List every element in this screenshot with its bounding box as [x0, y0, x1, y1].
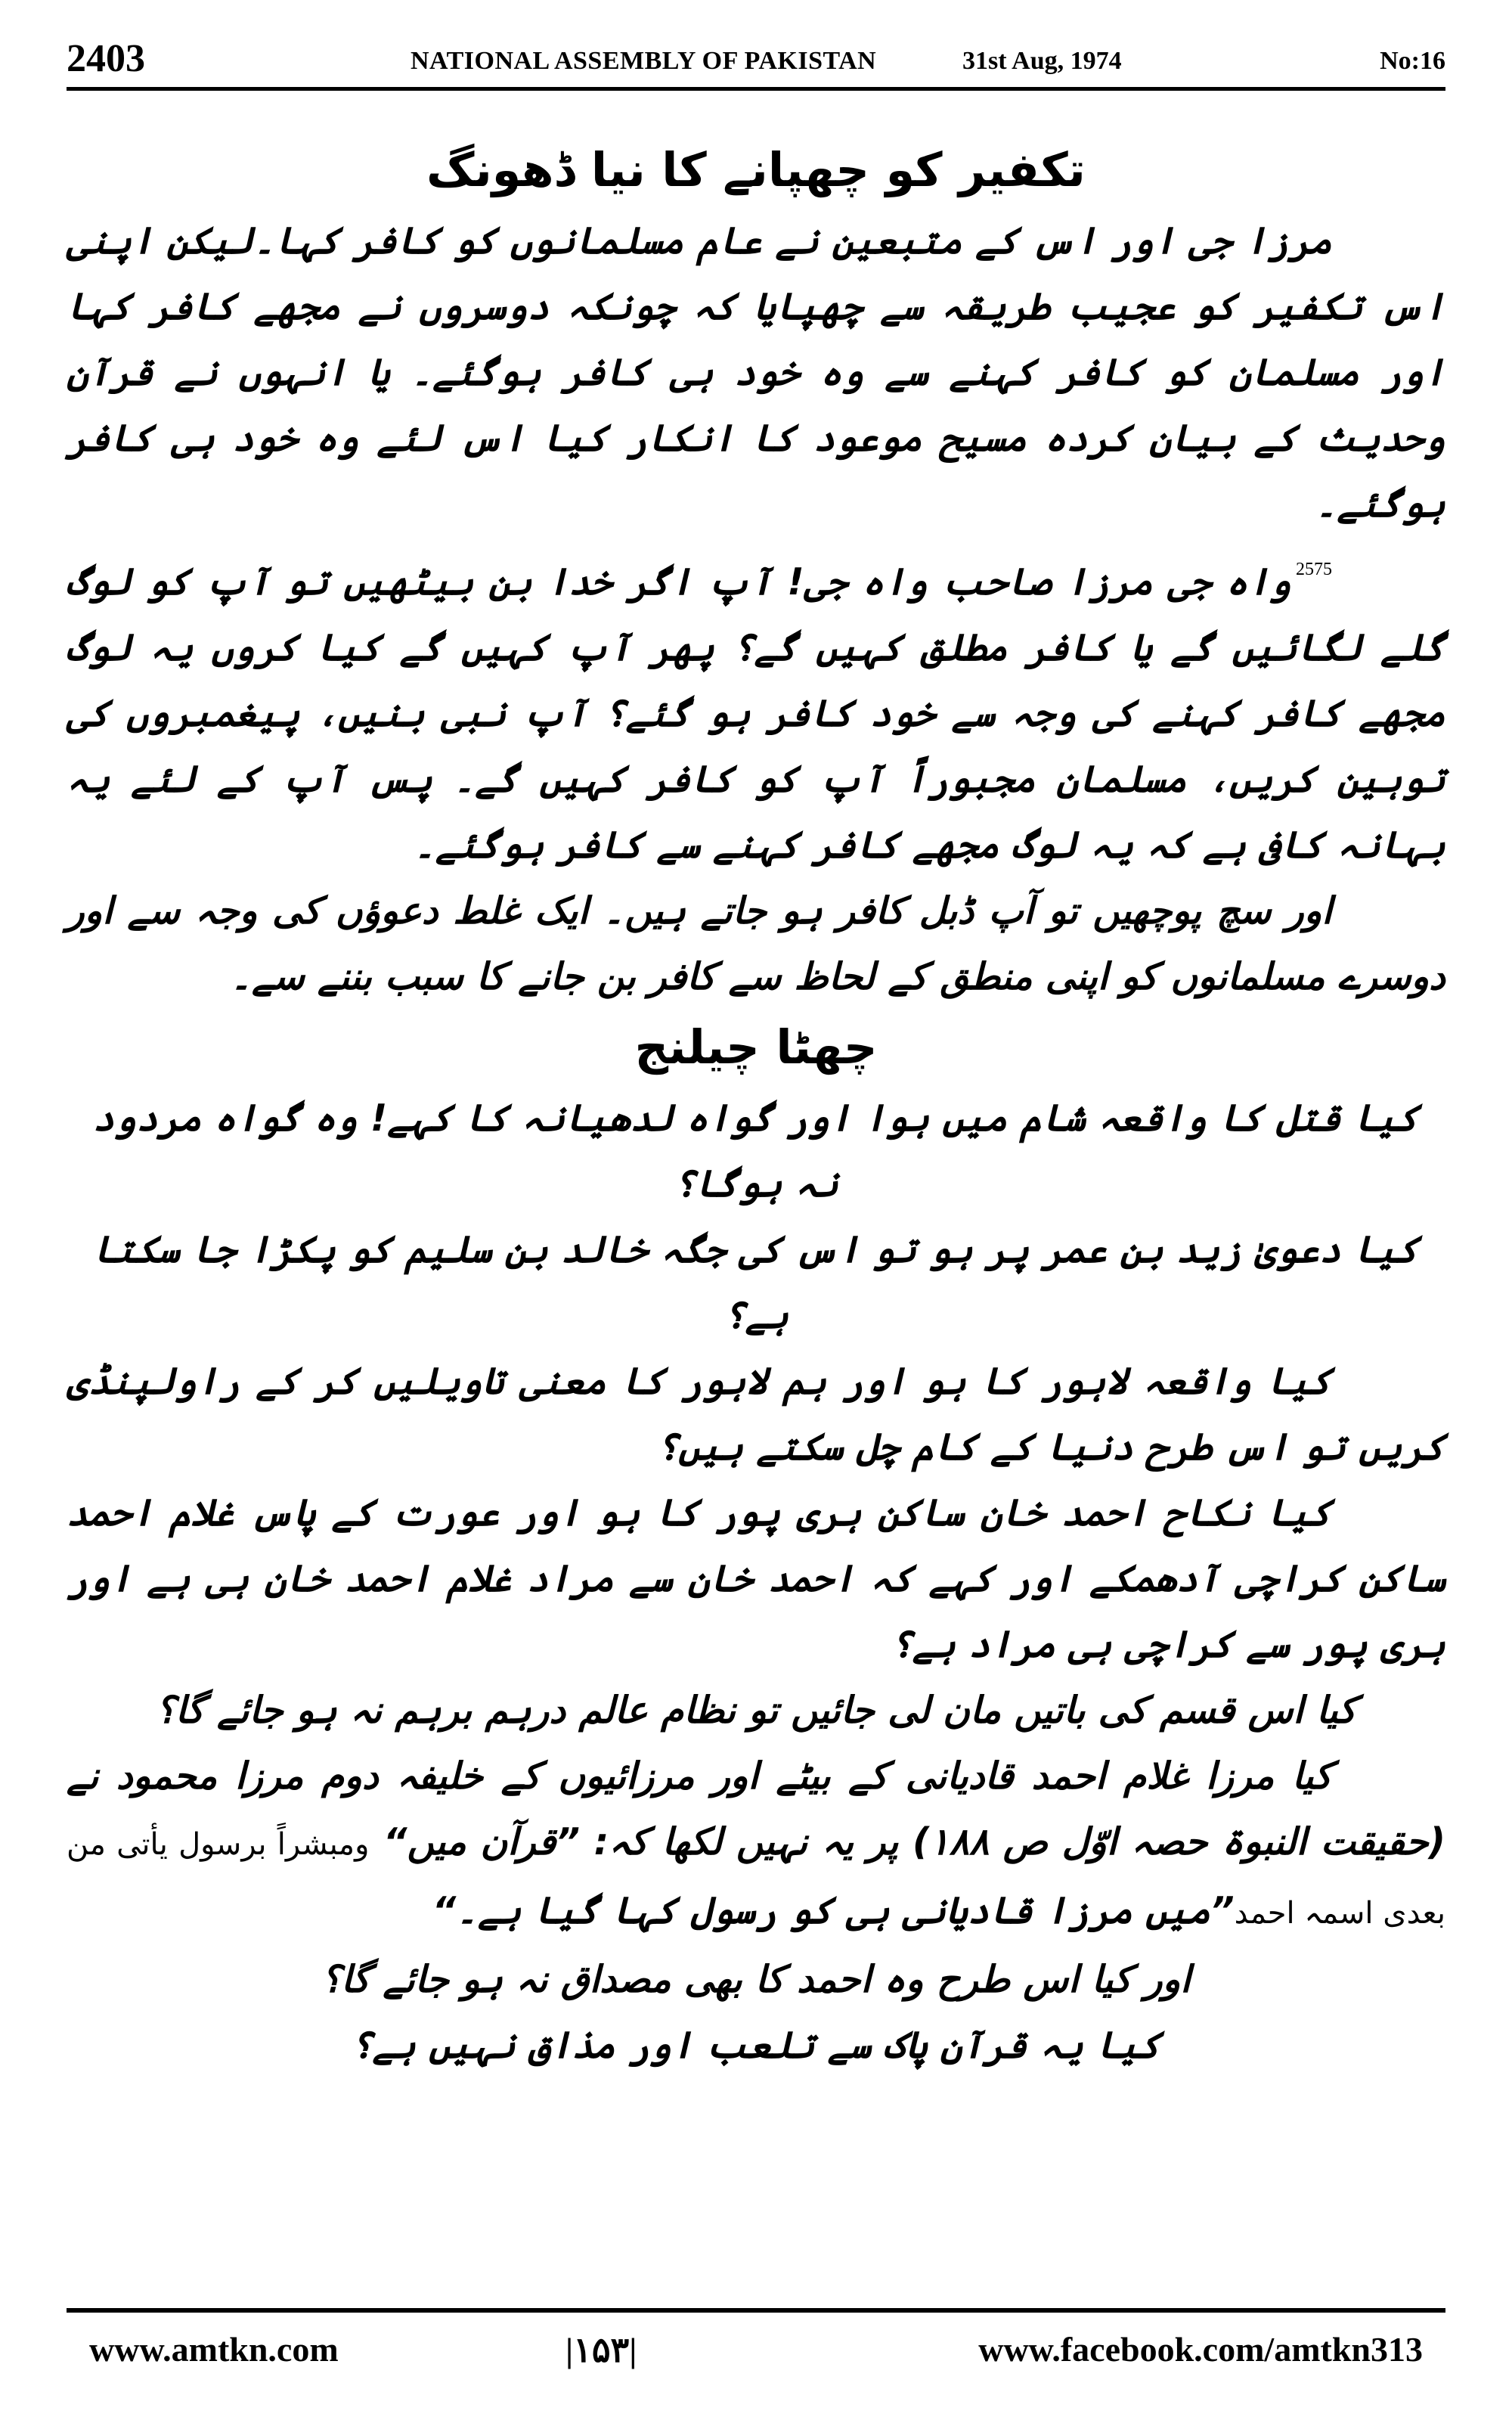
question-7: اور کیا اس طرح وہ احمد کا بھی مصداق نہ ہو جائے گا؟	[321, 1958, 1191, 2001]
page-number: 2403	[67, 37, 145, 80]
question-2: کیا دعویٰ زید بن عمر پر ہو تو اس کی جگہ خالد بن سلیم کو پکڑا جا سکتا ہے؟	[92, 1228, 1420, 1337]
page-footer	[67, 2329, 1445, 2382]
quranic-quote: ومبشراً برسول یأتی من بعدی اسمہ احمد	[67, 1827, 1445, 1931]
footnote-marker: 2575	[1296, 560, 1332, 579]
question-3: کیا واقعہ لاہور کا ہو اور ہم لاہور کا معنی تاویلیں کر کے راولپنڈی کریں تو اس طرح دنیا کے کام چل سکتے ہیں؟	[67, 1360, 1445, 1469]
challenge-heading: چھٹا چیلنج	[634, 1019, 878, 1075]
page-header	[67, 36, 1445, 82]
session-date: 31st Aug, 1974	[962, 47, 1122, 75]
footer-divider	[67, 2308, 1445, 2313]
question-6-start: کیا مرزا غلام احمد قادیانی کے بیٹے اور مرزائیوں کے خلیفہ دوم مرزا محمود نے (حقیقت النبوۃ حصہ اوّل ص ۱۸۸) پر یہ نہیں لکھا کہ: ”قرآن میں“	[67, 1754, 1446, 1863]
facebook-link[interactable]: www.facebook.com/amtkn313	[978, 2330, 1423, 2369]
paragraph-2	[67, 537, 1445, 878]
question-6-end: ”میں مرزا قادیانی ہی کو رسول کہا گیا ہے۔“	[432, 1889, 1235, 1932]
paragraph-1: مرزا جی اور اس کے متبعین نے عام مسلمانوں کو کافر کہا۔لیکن اپنی اس تکفیر کو عجیب طریقہ سے چھپایا کہ چونکہ دوسروں نے مجھے کافر کہا اور مسلمان کو کافر کہنے سے وہ خود ہی کافر ہوگئے۔ یا انہوں نے قرآن وحدیث کے بیان کردہ مسیح موعود کا انکار کیا اس لئے وہ خود ہی کافر ہوگئے۔	[67, 219, 1445, 526]
header-divider	[67, 87, 1445, 91]
section-heading: تکفیر کو چھپانے کا نیا ڈھونگ	[426, 142, 1086, 197]
website-link[interactable]: www.amtkn.com	[89, 2330, 339, 2369]
assembly-title: NATIONAL ASSEMBLY OF PAKISTAN	[411, 47, 877, 75]
question-1: کیا قتل کا واقعہ شام میں ہوا اور گواہ لدھیانہ کا کہے! وہ گواہ مردود نہ ہوگا؟	[92, 1097, 1420, 1205]
question-6	[67, 1743, 1445, 1947]
question-4: کیا نکاح احمد خان ساکن ہری پور کا ہو اور عورت کے پاس غلام احمد ساکن کراچی آدھمکے اور کہے کہ احمد خان سے مراد غلام احمد خان ہی ہے اور ہری پور سے کراچی ہی مراد ہے؟	[67, 1491, 1445, 1666]
issue-number: No:16	[1380, 47, 1445, 75]
question-8: کیا یہ قرآن پاک سے تلعب اور مذاق نہیں ہے؟	[350, 2024, 1162, 2067]
paragraph-2-text: واہ جی مرزا صاحب واہ جی! آپ اگر خدا بن بیٹھیں تو آپ کو لوگ گلے لگائیں گے یا کافر مطلق کہیں گے؟ پھر آپ کہیں گے کیا کروں یہ لوگ مجھے کافر کہنے کی وجہ سے خود کافر ہو گئے؟ آپ نبی بنیں، پیغمبروں کی توہین کریں، مسلمان مجبوراً آپ کو کافر کہیں گے۔ پس آپ کے لئے یہ بہانہ کافی ہے کہ یہ لوگ مجھے کافر کہنے سے کافر ہوگئے۔	[67, 560, 1445, 867]
question-5: کیا اس قسم کی باتیں مان لی جائیں تو نظام عالم درہم برہم نہ ہو جائے گا؟	[155, 1689, 1357, 1732]
paragraph-3: اور سچ پوچھیں تو آپ ڈبل کافر ہو جاتے ہیں۔ ایک غلط دعوؤں کی وجہ سے اور دوسرے مسلمانوں کو اپنی منطق کے لحاظ سے کافر بن جانے کا سبب بننے سے۔	[67, 889, 1445, 998]
page-body	[67, 132, 1445, 2078]
footer-page-number: |۱۵۳|	[565, 2331, 637, 2369]
